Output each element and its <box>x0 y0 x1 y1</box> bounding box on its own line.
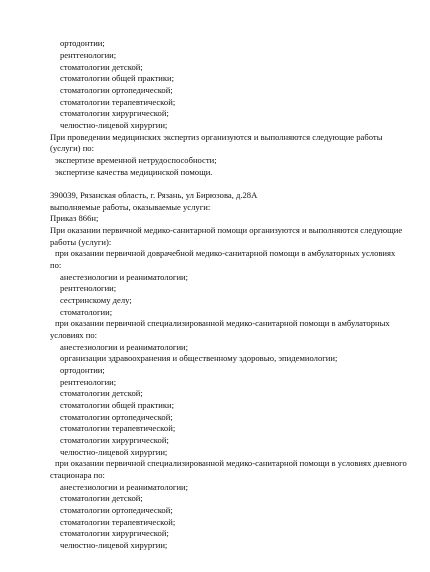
text-line: ортодонтии; <box>60 365 105 375</box>
text-line: ортодонтии; <box>60 38 105 48</box>
text-line: челюстно-лицевой хирургии; <box>60 447 168 457</box>
text-line: при оказании первичной специализированной медико-санитарной помощи в амбулаторных <box>55 318 390 328</box>
text-line: стоматологии детской; <box>60 388 143 398</box>
text-line: при оказании первичной доврачебной медико-санитарной помощи в амбулаторных условиях <box>55 248 396 258</box>
text-line: при оказании первичной специализированной медико-санитарной помощи в условиях дневного <box>55 458 407 468</box>
text-line: стоматологии терапевтической; <box>60 517 176 527</box>
text-line: челюстно-лицевой хирургии; <box>60 540 168 550</box>
text-line: стоматологии детской; <box>60 493 143 503</box>
text-line: стоматологии терапевтической; <box>60 97 176 107</box>
text-line: стоматологии общей практики; <box>60 73 174 83</box>
text-line: по: <box>50 260 62 270</box>
text-line: сестринскому делу; <box>60 295 132 305</box>
text-line: экспертизе временной нетрудоспособности; <box>55 155 217 165</box>
text-line: челюстно-лицевой хирургии; <box>60 120 168 130</box>
text-line: рентгенологии; <box>60 50 117 60</box>
text-line: Приказ 866н; <box>50 213 99 223</box>
text-line: стоматологии терапевтической; <box>60 423 176 433</box>
text-line: При оказании первичной медико-санитарной помощи организуются и выполняются следующие <box>50 225 403 235</box>
text-line: анестезиологии и реаниматологии; <box>60 482 189 492</box>
text-line: При проведении медицинских экспертиз организуются и выполняются следующие работы <box>50 132 383 142</box>
text-line: (услуги) по: <box>50 143 94 153</box>
text-line: условиях по: <box>50 330 98 340</box>
text-line: стоматологии детской; <box>60 62 143 72</box>
text-line: рентгенологии; <box>60 283 117 293</box>
text-line: стационара по: <box>50 470 105 480</box>
text-line: рентгенологии; <box>60 377 117 387</box>
text-line: стоматологии хирургической; <box>60 108 169 118</box>
text-line: анестезиологии и реаниматологии; <box>60 272 189 282</box>
text-line: стоматологии хирургической; <box>60 528 169 538</box>
text-line: экспертизе качества медицинской помощи. <box>55 167 213 177</box>
text-line: стоматологии ортопедической; <box>60 412 173 422</box>
text-line: стоматологии общей практики; <box>60 400 174 410</box>
text-line: анестезиологии и реаниматологии; <box>60 342 189 352</box>
address-line: 390039, Рязанская область, г. Рязань, ул Бирюзова, д.28А <box>50 190 258 200</box>
text-line: организации здравоохранения и общественному здоровью, эпидемиологии; <box>60 353 338 363</box>
text-line: стоматологии; <box>60 307 113 317</box>
text-line: стоматологии ортопедической; <box>60 505 173 515</box>
text-line: стоматологии хирургической; <box>60 435 169 445</box>
text-line: работы (услуги): <box>50 237 112 247</box>
text-line: стоматологии ортопедической; <box>60 85 173 95</box>
text-line: выполняемые работы, оказываемые услуги: <box>50 202 211 212</box>
